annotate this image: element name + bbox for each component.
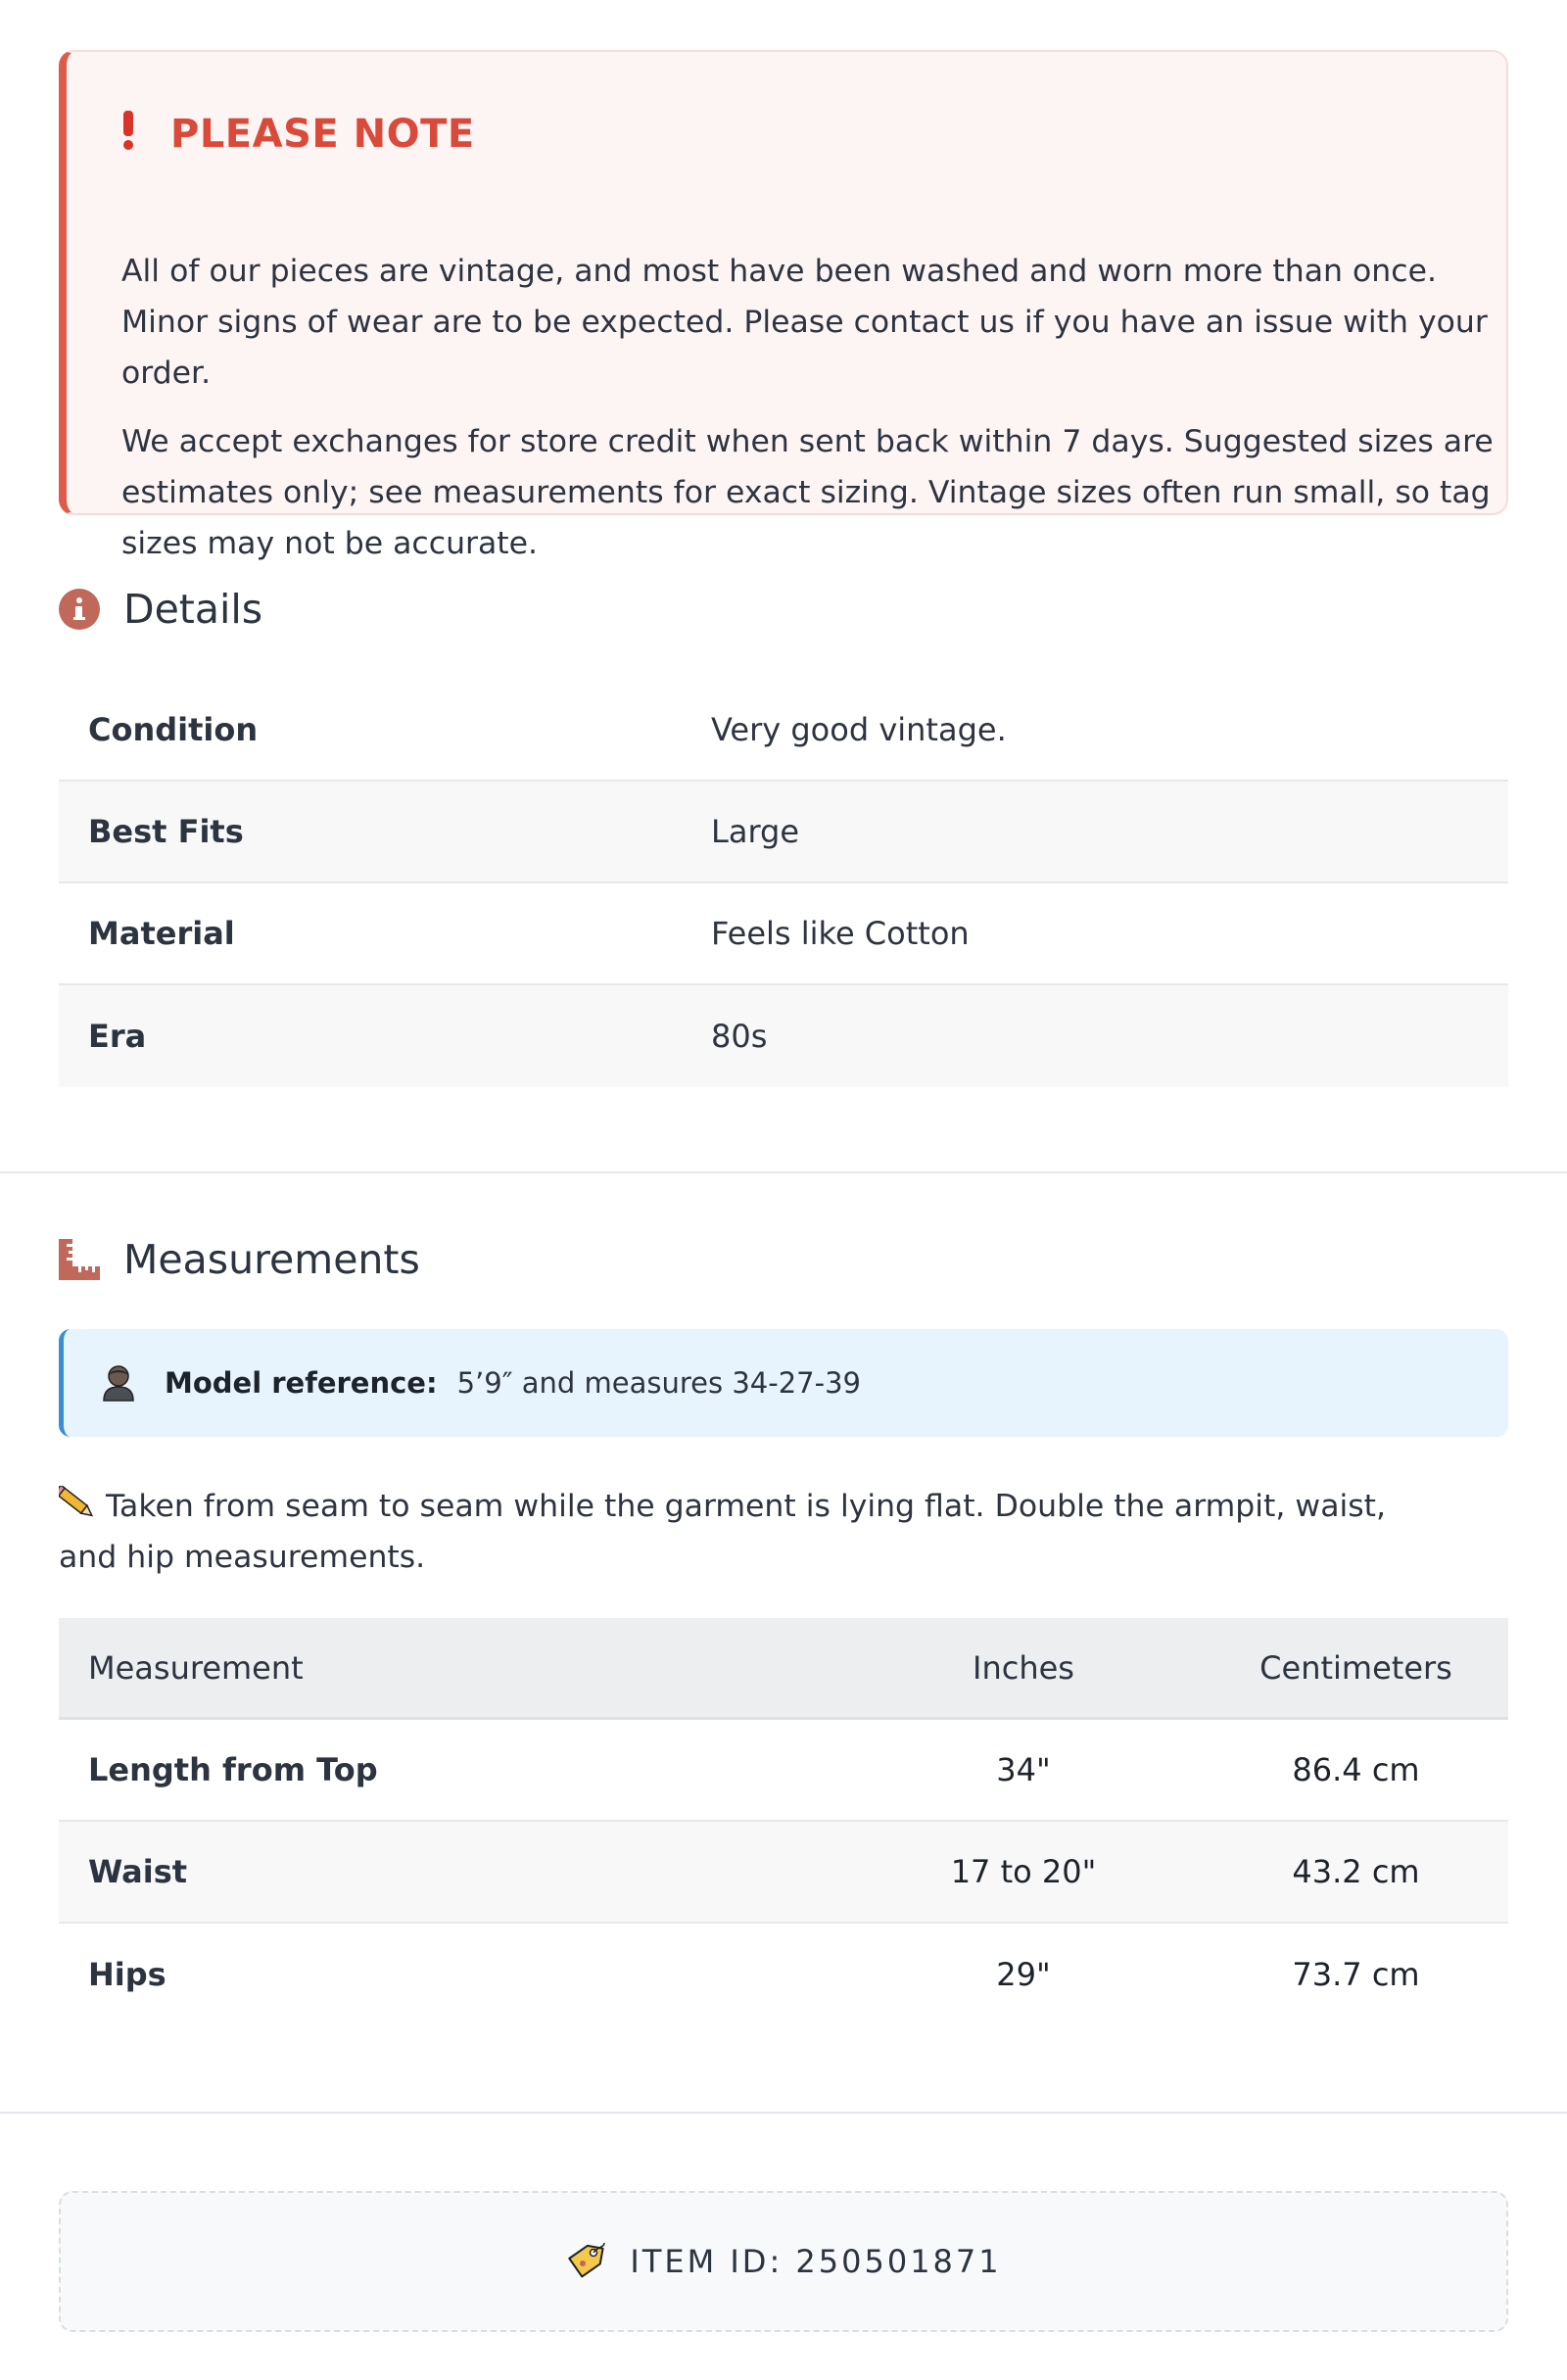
person-icon (100, 1364, 137, 1402)
notice-body (121, 246, 1532, 569)
measurement-note-text: Taken from seam to seam while the garment is lying flat. Double the armpit, waist, and hip measurements. (59, 1489, 1387, 1575)
details-value: Feels like Cotton (711, 915, 970, 952)
table-header (59, 1618, 1508, 1720)
measurement-name: Hips (88, 1956, 166, 1993)
notice-paragraph: We accept exchanges for store credit when sent back within 7 days. Suggested sizes are estimates only; see measurements for exact sizing. Vintage sizes often run small, so tag sizes may not be accurate. (121, 424, 1494, 561)
details-row (59, 680, 1508, 782)
measurement-note (59, 1481, 1449, 1583)
details-label: Best Fits (88, 813, 244, 850)
details-label: Condition (88, 711, 259, 748)
table-row (59, 1822, 1508, 1924)
details-value: Very good vintage. (711, 711, 1007, 748)
details-value: 80s (711, 1018, 768, 1055)
details-label: Era (88, 1018, 147, 1055)
details-title: Details (123, 586, 263, 633)
notice-title: PLEASE NOTE (170, 111, 475, 157)
info-icon (59, 589, 100, 630)
details-row (59, 985, 1508, 1087)
measurements-table (59, 1618, 1508, 2025)
column-header: Centimeters (1259, 1648, 1452, 1687)
details-heading (59, 586, 262, 633)
measurement-cm: 86.4 cm (1292, 1751, 1420, 1788)
measurement-inches: 17 to 20" (950, 1853, 1097, 1890)
exclamation-icon (121, 111, 141, 157)
details-row (59, 883, 1508, 985)
notice-header (121, 111, 475, 157)
notice-paragraph: All of our pieces are vintage, and most have been washed and worn more than once. Minor signs of wear are to be expected. Please contact us if you have an issue with your order. (121, 254, 1488, 391)
details-row (59, 782, 1508, 883)
pencil-icon (59, 1486, 94, 1521)
measurement-inches: 29" (996, 1956, 1051, 1993)
model-reference-label: Model reference: (165, 1366, 438, 1400)
item-id-text: ITEM ID: 250501871 (630, 2243, 1002, 2280)
table-row (59, 1720, 1508, 1822)
ruler-icon (59, 1239, 100, 1280)
measurement-name: Length from Top (88, 1751, 378, 1788)
details-value: Large (711, 813, 800, 850)
details-table (59, 680, 1508, 1087)
section-divider (0, 1171, 1567, 1173)
notice-box (59, 50, 1508, 561)
measurement-inches: 34" (996, 1751, 1051, 1788)
measurements-title: Measurements (123, 1236, 420, 1283)
measurement-cm: 73.7 cm (1292, 1956, 1420, 1993)
model-reference (59, 1329, 1508, 1437)
item-id-box (59, 2191, 1508, 2332)
table-row (59, 1924, 1508, 2025)
details-label: Material (88, 915, 235, 952)
model-reference-value: 5’9″ and measures 34-27-39 (456, 1366, 861, 1400)
tag-icon (565, 2240, 608, 2283)
measurement-cm: 43.2 cm (1292, 1853, 1420, 1890)
section-divider (0, 2112, 1567, 2114)
measurement-name: Waist (88, 1853, 188, 1890)
measurements-heading (59, 1236, 420, 1283)
column-header: Inches (973, 1648, 1074, 1687)
column-header: Measurement (88, 1648, 304, 1687)
